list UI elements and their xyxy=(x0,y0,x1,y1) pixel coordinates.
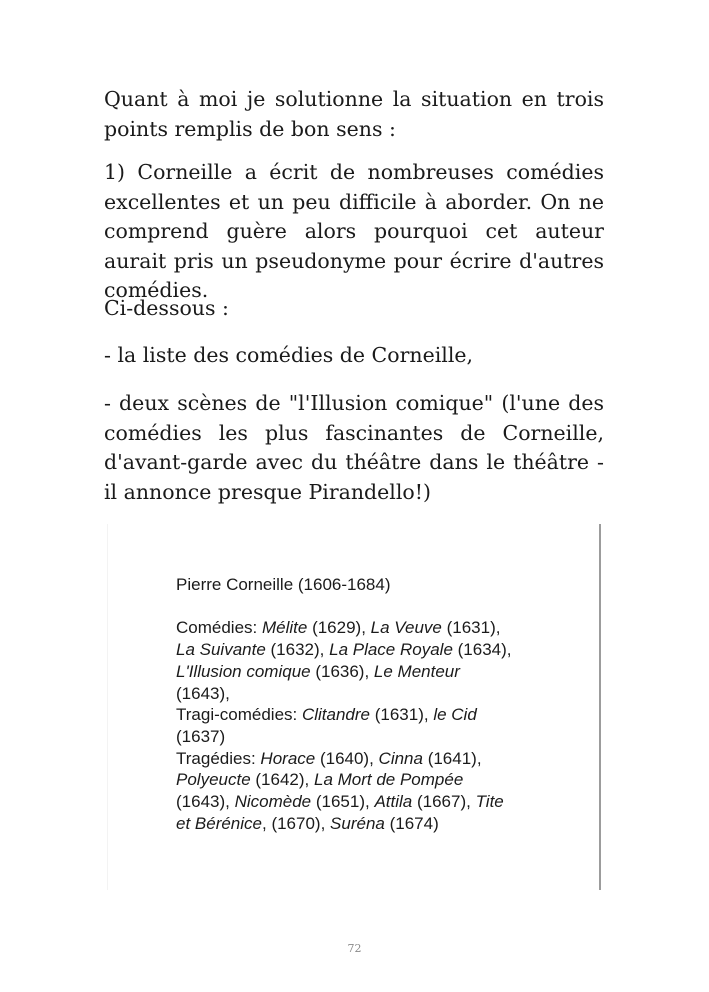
work-year: (1636), xyxy=(310,661,374,681)
work-year: (1643), xyxy=(176,683,230,703)
work-title: La Place Royale xyxy=(329,640,453,660)
figure-line xyxy=(176,617,546,639)
work-title: Tite xyxy=(475,792,504,812)
work-title: La Veuve xyxy=(370,618,442,638)
work-year: (1643), xyxy=(176,792,235,812)
work-year: (1674) xyxy=(384,813,439,833)
work-title: Clitandre xyxy=(301,705,371,725)
work-title: Suréna xyxy=(330,813,385,833)
work-year: (1637) xyxy=(176,726,226,746)
figure-text xyxy=(176,574,546,834)
figure-line xyxy=(176,726,546,748)
work-year: (1640), xyxy=(315,748,379,768)
figure-line xyxy=(176,791,546,813)
work-year: , (1670), xyxy=(262,813,331,833)
page-number: 72 xyxy=(347,942,362,955)
work-title: Horace xyxy=(260,748,316,768)
work-year: (1642), xyxy=(250,770,314,790)
paragraph-ci-dessous: Ci-dessous : xyxy=(104,296,229,320)
figure-line xyxy=(176,748,546,770)
comedies-label: Comédies: xyxy=(176,618,262,638)
work-title: La Mort de Pompée xyxy=(313,770,464,790)
work-title: La Suivante xyxy=(176,640,266,660)
figure-line xyxy=(176,813,546,835)
work-year: (1632), xyxy=(265,640,330,660)
paragraph-intro: Quant à moi je solutionne la situation en trois points remplis de bon sens : xyxy=(104,87,604,141)
work-title: le Cid xyxy=(433,705,477,725)
paragraph-point-one: 1) Corneille a écrit de nombreuses comédies excellentes et un peu difficile à aborder. On ne comprend guère alors pourquoi cet auteur aurait pris un pseudonyme pour écrire d'autres comédies. xyxy=(104,160,604,302)
figure-left-border xyxy=(107,524,108,890)
work-year: (1631), xyxy=(370,705,434,725)
work-year: (1634), xyxy=(452,640,512,660)
figure-line xyxy=(176,769,546,791)
work-title: et Bérénice xyxy=(176,813,262,833)
figure-line xyxy=(176,661,546,683)
work-title: Le Menteur xyxy=(373,661,460,681)
work-title: Mélite xyxy=(261,618,308,638)
work-title: Nicomède xyxy=(234,792,312,812)
work-title: Cinna xyxy=(378,748,423,768)
figure-right-border xyxy=(599,524,601,890)
work-year: (1631), xyxy=(441,618,501,638)
figure-line xyxy=(176,639,546,661)
figure-title: Pierre Corneille (1606-1684) xyxy=(176,575,391,594)
figure-line xyxy=(176,683,546,705)
paragraph-list-item-scenes: - deux scènes de "l'Illusion comique" (l'une des comédies les plus fascinantes de Corneille, d'avant-garde avec du théâtre dans le théâtre - il annonce presque Pirandello!) xyxy=(104,391,604,504)
tragedies-label: Tragédies: xyxy=(176,748,261,768)
work-title: L'Illusion comique xyxy=(176,661,311,681)
work-year: (1641), xyxy=(422,748,482,768)
work-title: Attila xyxy=(374,792,413,812)
figure-line xyxy=(176,704,546,726)
work-year: (1667), xyxy=(412,792,476,812)
work-year: (1651), xyxy=(311,792,375,812)
tragicomedies-label: Tragi-comédies: xyxy=(176,705,302,725)
paragraph-list-item-comedies: - la liste des comédies de Corneille, xyxy=(104,343,474,367)
work-year: (1629), xyxy=(307,618,371,638)
work-title: Polyeucte xyxy=(176,770,251,790)
